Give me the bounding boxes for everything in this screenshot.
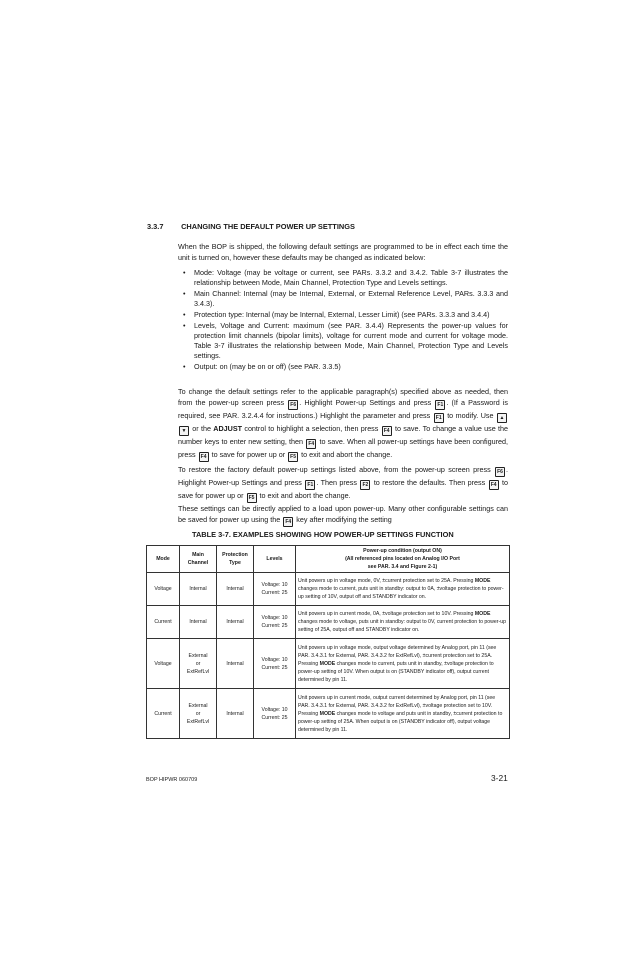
cell-levels: Voltage: 10 Current: 25 bbox=[254, 573, 296, 606]
change-defaults-paragraph: To change the default settings refer to the applicable paragraph(s) specified above as needed, then from the power-up screen press F6 . Highlight Power-up Settings and press F1 . (If a Password is required, see PAR. 3.2.4.4 for instructions.) Highlight the parameter and press F1 to modify. Use ▲ ▼ or the ADJUST control to highlight a selection, then press F4 to save. To change a value use the number keys to enter new setting, then F4 to save. When all power-up settings have been configured, press F4 to save for power up or F5 to exit and abort the change. bbox=[178, 387, 509, 460]
list-item: • Levels, Voltage and Current: maximum (see PAR. 3.4.4) Represents the power-up values for protection limit channels (bipolar limits), voltage for current mode and current for voltage mode. Table 3-7 illustrates the relationship between Mode, Main Channel, Protection Type and Levels settings. bbox=[183, 321, 508, 360]
header-protection-type: Protection Type bbox=[217, 546, 254, 573]
cell-condition: Unit powers up in voltage mode, 0V, ±current protection set to 25A. Pressing MODE changes mode to current, puts unit in standby: output to 0A, ±voltage protection to power-up setting of 10V, output off and STANDBY indicator on. bbox=[296, 573, 510, 606]
restore-defaults-paragraph: To restore the factory default power-up settings listed above, from the power-up screen press F6 . Highlight Power-up Settings and press F1 . Then press F2 to restore the defaults. Then press F4 to save for power up or F5 to exit and abort the change. bbox=[178, 465, 509, 501]
default-settings-list bbox=[178, 268, 508, 373]
list-item: • Output: on (may be on or off) (see PAR. 3.3.5) bbox=[183, 362, 341, 371]
header-mode: Mode bbox=[147, 546, 180, 573]
f1-key-icon: F1 bbox=[305, 480, 315, 490]
f4-key-icon: F4 bbox=[199, 452, 209, 462]
load-settings-paragraph: These settings can be directly applied to a load upon power-up. Many other configurable settings can be saved for power up using the F4 key after modifying the setting bbox=[178, 504, 508, 525]
cell-levels: Voltage: 10 Current: 25 bbox=[254, 689, 296, 739]
header-levels: Levels bbox=[254, 546, 296, 573]
f2-key-icon: F2 bbox=[360, 480, 370, 490]
cell-mode: Current bbox=[147, 689, 180, 739]
header-power-up-condition: Power-up condition (output ON) (All referenced pins located on Analog I/O Port see PAR. 3.4 and Figure 2-1) bbox=[296, 546, 510, 573]
cell-protection: Internal bbox=[217, 606, 254, 639]
up-key-icon: ▲ bbox=[497, 413, 507, 423]
cell-mode: Voltage bbox=[147, 573, 180, 606]
f6-key-icon: F6 bbox=[288, 400, 298, 410]
f1-key-icon: F1 bbox=[435, 400, 445, 410]
section-title: CHANGING THE DEFAULT POWER UP SETTINGS bbox=[181, 222, 355, 231]
cell-main-channel: Internal bbox=[180, 573, 217, 606]
cell-condition: Unit powers up in current mode, 0A, ±voltage protection set to 10V. Pressing MODE changes mode to voltage, puts unit in standby: output to 0V, current protection to power-up setting of 25A, output off and STANDBY indicator on. bbox=[296, 606, 510, 639]
f6-key-icon: F6 bbox=[495, 467, 505, 477]
adjust-control-label: ADJUST bbox=[213, 424, 243, 433]
footer-document-id: BOP HIPWR 060709 bbox=[146, 777, 198, 783]
cell-protection: Internal bbox=[217, 689, 254, 739]
table-row bbox=[147, 573, 510, 606]
cell-main-channel: External or ExtRefLvl bbox=[180, 689, 217, 739]
f4-key-icon: F4 bbox=[283, 517, 293, 527]
f5-key-icon: F5 bbox=[247, 493, 257, 503]
page-number: 3-21 bbox=[491, 773, 508, 783]
cell-mode: Voltage bbox=[147, 639, 180, 689]
cell-condition: Unit powers up in voltage mode, output voltage determined by Analog port, pin 11 (see PAR. 3.4.3.1 for External, PAR. 3.4.3.2 for ExtRefLvl), ±current protection set to 25A. Pressing MODE changes mode to current, puts unit in standby, ±voltage protection to power-up setting of 10V. When output is on (STANDBY indicator off), output current determined by pin 11. bbox=[296, 639, 510, 689]
f1-key-icon: F1 bbox=[434, 413, 444, 423]
table-row bbox=[147, 639, 510, 689]
intro-paragraph: When the BOP is shipped, the following default settings are programmed to be in effect each time the unit is turned on, however these defaults may be changed as indicated below: bbox=[178, 242, 508, 262]
cell-protection: Internal bbox=[217, 573, 254, 606]
section-heading bbox=[147, 222, 355, 231]
cell-main-channel: Internal bbox=[180, 606, 217, 639]
table-row bbox=[147, 606, 510, 639]
cell-mode: Current bbox=[147, 606, 180, 639]
cell-condition: Unit powers up in current mode, output current determined by Analog port, pin 11 (see PAR. 3.4.3.1 for External, PAR. 3.4.3.2 for ExtRefLvl), ±voltage protection set to 10V. Pressing MODE changes mode to voltage and puts unit in standby, ±current protection to power-up setting of 25A. When output is on (STANDBY indicator off), output voltage determined by pin 11. bbox=[296, 689, 510, 739]
down-key-icon: ▼ bbox=[179, 426, 189, 436]
table-row bbox=[147, 689, 510, 739]
table-caption: TABLE 3-7. EXAMPLES SHOWING HOW POWER-UP SETTINGS FUNCTION bbox=[192, 530, 454, 539]
cell-levels: Voltage: 10 Current: 25 bbox=[254, 606, 296, 639]
cell-protection: Internal bbox=[217, 639, 254, 689]
f4-key-icon: F4 bbox=[489, 480, 499, 490]
header-main-channel: Main Channel bbox=[180, 546, 217, 573]
power-up-settings-table bbox=[146, 545, 510, 739]
f5-key-icon: F5 bbox=[288, 452, 298, 462]
cell-main-channel: External or ExtRefLvl bbox=[180, 639, 217, 689]
f4-key-icon: F4 bbox=[382, 426, 392, 436]
f4-key-icon: F4 bbox=[306, 439, 316, 449]
table-header-row bbox=[147, 546, 510, 573]
list-item: • Mode: Voltage (may be voltage or current, see PARs. 3.3.2 and 3.4.2. Table 3-7 illustrates the relationship between Mode, Main Channel, Protection Type and Levels settings. bbox=[183, 268, 508, 287]
list-item: • Main Channel: Internal (may be Internal, External, or External Reference Level, PARs. 3.3.3 and 3.4.3). bbox=[183, 289, 508, 308]
section-number: 3.3.7 bbox=[147, 222, 164, 231]
cell-levels: Voltage: 10 Current: 25 bbox=[254, 639, 296, 689]
list-item: • Protection type: Internal (may be Internal, External, Lesser Limit) (see PARs. 3.3.3 and 3.4.4) bbox=[183, 310, 490, 319]
